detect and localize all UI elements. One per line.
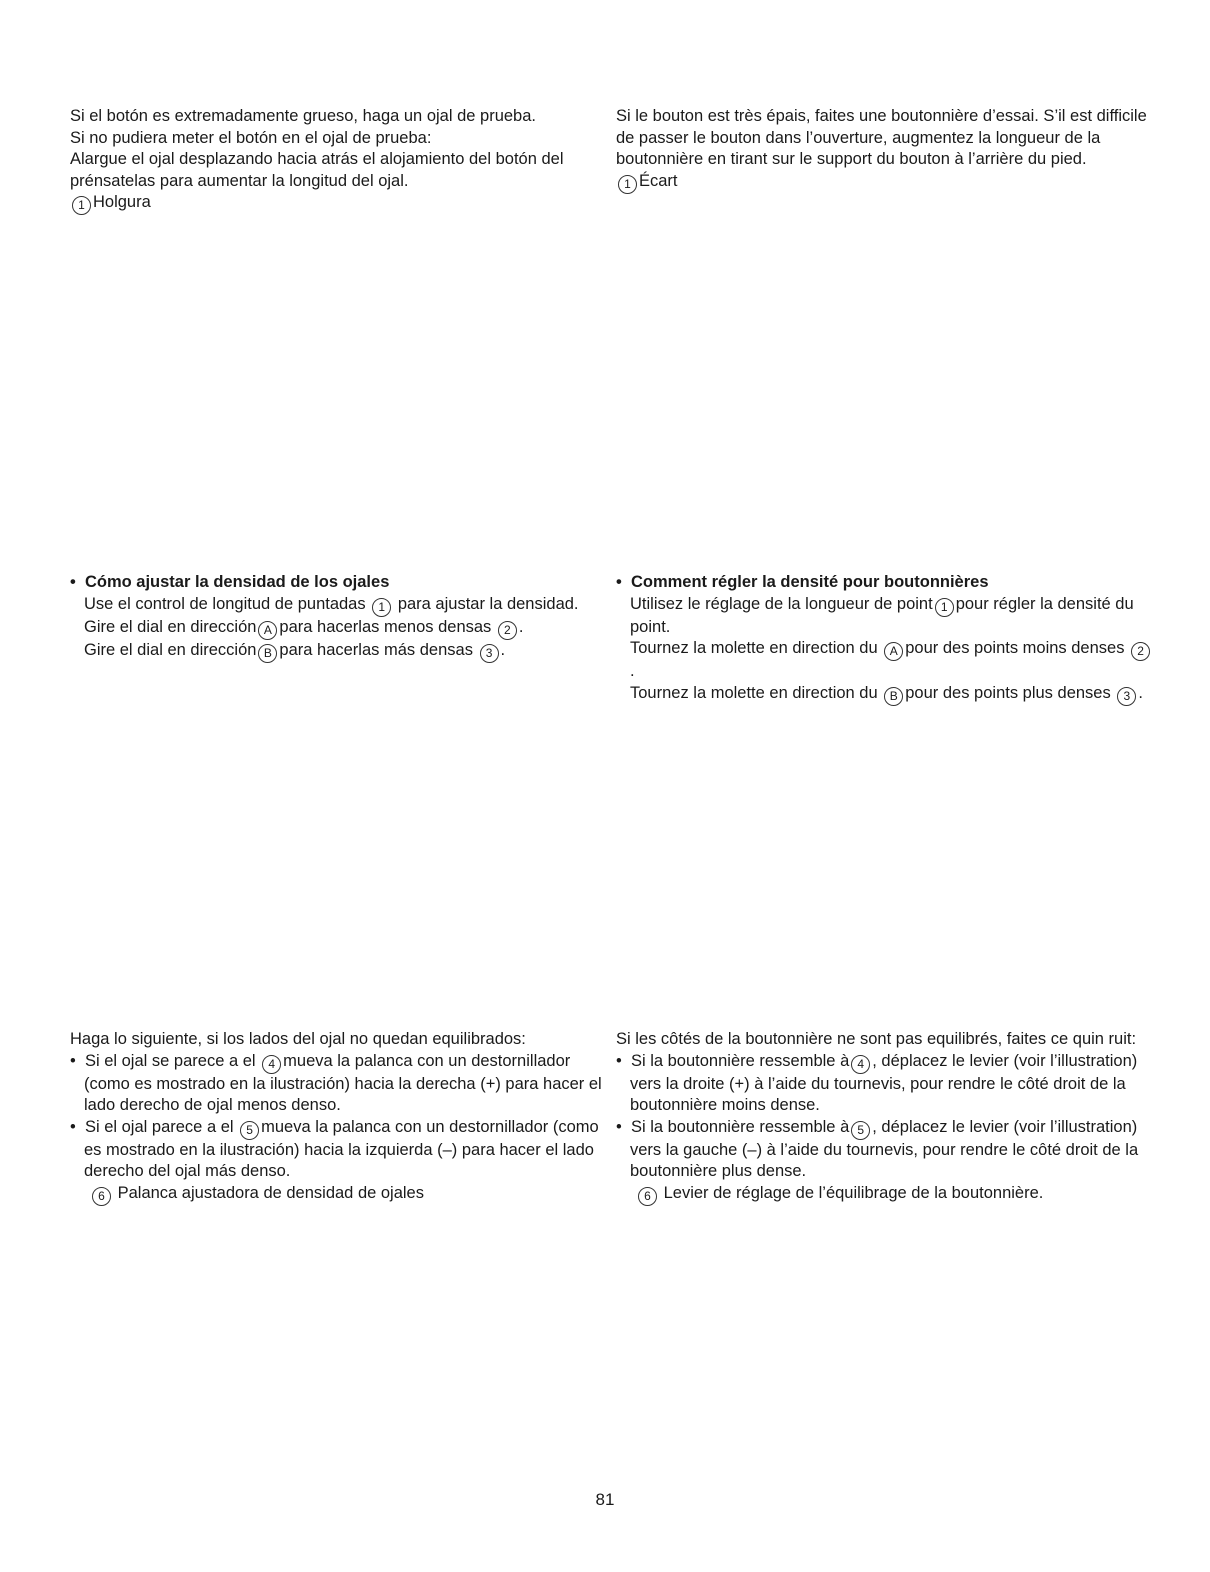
- es-intro-line-3: Alargue el ojal desplazando hacia atrás el alojamiento del botón del prénsatelas para aumentar la longitud del ojal.: [70, 150, 564, 190]
- fr-balance-caption: [616, 1183, 1156, 1206]
- text: , déplacez le levier (voir l’illustration) vers la droite (+) à l’aide du tournevis, pour rendre le côté droit de la boutonnière moins dense.: [630, 1051, 1138, 1115]
- fr-intro-text: Si le bouton est très épais, faites une boutonnière d’essai. S’il est difficile de passer le bouton dans l’ouverture, augmentez la longueur de la boutonnière en tirant sur le support du bouton à l’arrière du pied.: [616, 107, 1147, 169]
- es-density-heading: [70, 572, 610, 594]
- es-density-heading-text: Cómo ajustar la densidad de los ojales: [84, 573, 390, 591]
- es-balance-intro: Haga lo siguiente, si los lados del ojal no quedan equilibrados:: [70, 1030, 526, 1048]
- text: Gire el dial en dirección: [84, 617, 257, 636]
- es-balance-bullet-2: [70, 1117, 610, 1183]
- text: .: [500, 640, 506, 659]
- callout-1: 1: [618, 175, 637, 194]
- es-density-line-1: [70, 594, 610, 617]
- text: Tournez la molette en direction du: [630, 683, 878, 702]
- text: .: [1138, 683, 1143, 702]
- callout-1: 1: [935, 598, 954, 617]
- es-intro-caption-text: Holgura: [93, 193, 151, 212]
- callout-2: 2: [1131, 642, 1150, 661]
- text: para ajustar la densidad.: [397, 594, 579, 613]
- bullet: •: [70, 1051, 76, 1070]
- fr-balance-section: [616, 1029, 1156, 1206]
- es-balance-section: [70, 1029, 610, 1206]
- text: .: [518, 617, 524, 636]
- text: Si el ojal parece a el: [84, 1117, 234, 1136]
- es-intro-section: [70, 106, 610, 215]
- fr-density-heading: [616, 572, 1156, 594]
- callout-5: 5: [851, 1121, 870, 1140]
- fr-density-heading-text: Comment régler la densité pour boutonnières: [630, 573, 989, 591]
- fr-balance-bullet-2: [616, 1117, 1156, 1183]
- text: Use el control de longitud de puntadas: [84, 594, 366, 613]
- text: .: [630, 662, 635, 681]
- fr-intro-section: [616, 106, 1156, 194]
- fr-density-line-3: [616, 683, 1156, 706]
- text: , déplacez le levier (voir l’illustration) vers la gauche (–) à l’aide du tournevis, pour rendre le côté droit de la boutonnière plus dense.: [630, 1117, 1139, 1181]
- bullet: •: [70, 1117, 76, 1136]
- text: para hacerlas menos densas: [279, 617, 492, 636]
- text: Si el ojal se parece a el: [84, 1051, 256, 1070]
- fr-balance-caption-text: Levier de réglage de l’équilibrage de la boutonnière.: [663, 1183, 1044, 1202]
- es-intro-line-2: Si no pudiera meter el botón en el ojal de prueba:: [70, 128, 432, 147]
- fr-density-line-2: [616, 638, 1156, 683]
- es-balance-bullet-1: [70, 1051, 610, 1117]
- fr-balance-intro: Si les côtés de la boutonnière ne sont pas equilibrés, faites ce quin ruit:: [616, 1030, 1137, 1048]
- fr-density-section: [616, 572, 1156, 706]
- text: pour régler la densité du point.: [630, 594, 1134, 636]
- text: Utilisez le réglage de la longueur de point: [630, 594, 933, 613]
- es-balance-caption: [70, 1183, 610, 1206]
- es-density-section: [70, 572, 610, 663]
- callout-3: 3: [480, 644, 499, 663]
- callout-a: A: [258, 621, 277, 640]
- callout-5: 5: [240, 1121, 259, 1140]
- callout-1: 1: [72, 196, 91, 215]
- text: mueva la palanca con un destornillador (como es mostrado en la ilustración) hacia la derecha (+) para hacer el lado derecho de ojal menos denso.: [84, 1051, 602, 1115]
- callout-4: 4: [851, 1055, 870, 1074]
- es-intro-caption: [70, 192, 610, 215]
- bullet: •: [616, 573, 622, 591]
- bullet: •: [616, 1051, 622, 1070]
- text: Tournez la molette en direction du: [630, 639, 878, 658]
- fr-intro-caption: [616, 171, 1156, 194]
- callout-a: A: [884, 642, 903, 661]
- es-density-line-3: [70, 640, 610, 663]
- text: Gire el dial en dirección: [84, 640, 257, 659]
- callout-3: 3: [1117, 687, 1136, 706]
- callout-2: 2: [498, 621, 517, 640]
- text: para hacerlas más densas: [279, 640, 473, 659]
- text: mueva la palanca con un destornillador (como es mostrado en la ilustración) hacia la izquierda (–) para hacer el lado derecho del ojal más denso.: [84, 1117, 599, 1181]
- fr-intro-caption-text: Écart: [639, 171, 678, 190]
- callout-1: 1: [372, 598, 391, 617]
- fr-balance-bullet-1: [616, 1051, 1156, 1117]
- bullet: •: [616, 1117, 622, 1136]
- text: pour des points plus denses: [905, 683, 1111, 702]
- bullet: •: [70, 573, 76, 591]
- text: pour des points moins denses: [905, 639, 1125, 658]
- text: Si la boutonnière ressemble à: [630, 1051, 850, 1070]
- text: Si la boutonnière ressemble à: [630, 1117, 850, 1136]
- es-density-line-2: [70, 617, 610, 640]
- callout-4: 4: [262, 1055, 281, 1074]
- page-number: 81: [595, 1490, 615, 1509]
- callout-6: 6: [638, 1187, 657, 1206]
- callout-b: B: [884, 687, 903, 706]
- callout-b: B: [258, 644, 277, 663]
- callout-6: 6: [92, 1187, 111, 1206]
- es-balance-caption-text: Palanca ajustadora de densidad de ojales: [117, 1183, 424, 1202]
- fr-density-line-1: [616, 594, 1156, 639]
- es-intro-line-1: Si el botón es extremadamente grueso, haga un ojal de prueba.: [70, 107, 536, 125]
